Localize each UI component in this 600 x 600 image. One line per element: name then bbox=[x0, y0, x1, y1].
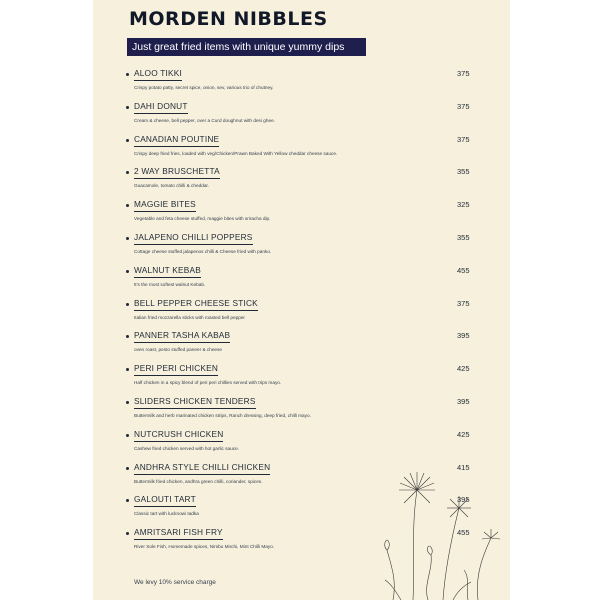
bullet-icon bbox=[126, 434, 129, 437]
item-name: PANNER TASHA KABAB bbox=[134, 330, 230, 343]
bullet-icon bbox=[126, 467, 129, 470]
bullet-icon bbox=[126, 368, 129, 371]
bullet-icon bbox=[126, 237, 129, 240]
item-name: 2 WAY BRUSCHETTA bbox=[134, 166, 220, 179]
menu-item bbox=[93, 330, 510, 363]
bullet-icon bbox=[126, 171, 129, 174]
item-price: 395 bbox=[457, 331, 470, 341]
bullet-icon bbox=[126, 106, 129, 109]
menu-item bbox=[93, 363, 510, 396]
menu-item bbox=[93, 68, 510, 101]
item-price: 355 bbox=[457, 167, 470, 177]
item-price: 425 bbox=[457, 429, 470, 439]
item-price: 355 bbox=[457, 232, 470, 242]
item-name: NUTCRUSH CHICKEN bbox=[134, 429, 223, 442]
menu-item bbox=[93, 199, 510, 232]
item-price: 375 bbox=[457, 101, 470, 111]
menu-page bbox=[93, 0, 510, 600]
bullet-icon bbox=[126, 204, 129, 207]
item-description: Crispy deep fried fries, loaded with veg/Chicken/Prawn Baked With Yellow cheddar cheese sauce. bbox=[134, 150, 338, 156]
item-name: AMRITSARI FISH FRY bbox=[134, 527, 223, 540]
item-description: Cream & cheese, bell pepper, over a Curd doughnut with desi ghee. bbox=[134, 117, 275, 123]
service-charge-note: We levy 10% service charge bbox=[134, 579, 216, 586]
item-price: 375 bbox=[457, 69, 470, 78]
item-name: PERI PERI CHICKEN bbox=[134, 363, 218, 376]
item-name: MAGGIE BITES bbox=[134, 199, 196, 212]
item-price: 455 bbox=[457, 528, 470, 538]
item-price: 455 bbox=[457, 265, 470, 275]
item-name: GALOUTI TART bbox=[134, 494, 196, 507]
menu-title: MORDEN NIBBLES bbox=[129, 8, 328, 30]
item-name: SLIDERS CHICKEN TENDERS bbox=[134, 396, 256, 409]
bullet-icon bbox=[126, 303, 129, 306]
menu-item bbox=[93, 101, 510, 134]
item-description: Cottage cheese stuffed jalapenos chilli & Cheese fried with panko. bbox=[134, 248, 272, 254]
item-description: River Sole Fish, Homemade spices, Nimbu Mirchi, Mint Chilli Mayo. bbox=[134, 544, 275, 550]
item-description: Italian fried mozzarella sticks with roasted bell pepper bbox=[134, 314, 245, 320]
menu-item bbox=[93, 265, 510, 298]
bullet-icon bbox=[126, 73, 129, 76]
item-description: Buttermilk and herb marinated chicken strips, Ranch dressing, deep fried, chilli mayo. bbox=[134, 412, 311, 418]
item-description: It's the most softest walnut Kebab. bbox=[134, 281, 206, 287]
bullet-icon bbox=[126, 139, 129, 142]
item-name: ANDHRA STYLE CHILLI CHICKEN bbox=[134, 462, 270, 475]
item-description: Cashew fried chicken served with hot garlic sauce. bbox=[134, 445, 239, 451]
item-name: DAHI DONUT bbox=[134, 101, 188, 114]
item-name: JALAPENO CHILLI POPPERS bbox=[134, 232, 253, 245]
item-price: 395 bbox=[457, 495, 470, 505]
item-description: oven roast, pesto stuffed paneer & cheese bbox=[134, 347, 222, 353]
item-name: ALOO TIKKI bbox=[134, 68, 182, 81]
item-price: 375 bbox=[457, 298, 470, 308]
item-name: CANADIAN POUTINE bbox=[134, 134, 219, 147]
menu-item bbox=[93, 298, 510, 331]
item-description: Buttermilk fried chicken, andhra green chilli, coriander, spices. bbox=[134, 478, 263, 484]
item-price: 395 bbox=[457, 396, 470, 406]
item-name: WALNUT KEBAB bbox=[134, 265, 201, 278]
item-price: 425 bbox=[457, 364, 470, 374]
item-price: 325 bbox=[457, 200, 470, 210]
item-description: Crispy potato patty, secret spice, onion, sev, various trio of chutney. bbox=[134, 85, 274, 90]
menu-subtitle-banner: Just great fried items with unique yummy dips bbox=[127, 38, 366, 56]
item-name: BELL PEPPER CHEESE STICK bbox=[134, 298, 258, 311]
dandelion-flowers-icon bbox=[373, 450, 510, 600]
menu-item bbox=[93, 396, 510, 429]
bullet-icon bbox=[126, 532, 129, 535]
bullet-icon bbox=[126, 401, 129, 404]
item-price: 415 bbox=[457, 462, 470, 472]
menu-item bbox=[93, 232, 510, 265]
menu-item bbox=[93, 134, 510, 167]
bullet-icon bbox=[126, 270, 129, 273]
item-description: Vegetable and feta cheese stuffed, maggie bites with sriracha dip. bbox=[134, 216, 271, 222]
menu-item bbox=[93, 166, 510, 199]
item-description: Half chicken in a spicy blend of peri peri chillies served with trips mayo. bbox=[134, 380, 282, 386]
item-description: Classic tart with lucknowi tadka bbox=[134, 511, 199, 517]
bullet-icon bbox=[126, 335, 129, 338]
item-price: 375 bbox=[457, 134, 470, 144]
item-description: Guacamole, tomato chilli & cheddar. bbox=[134, 183, 210, 189]
bullet-icon bbox=[126, 499, 129, 502]
